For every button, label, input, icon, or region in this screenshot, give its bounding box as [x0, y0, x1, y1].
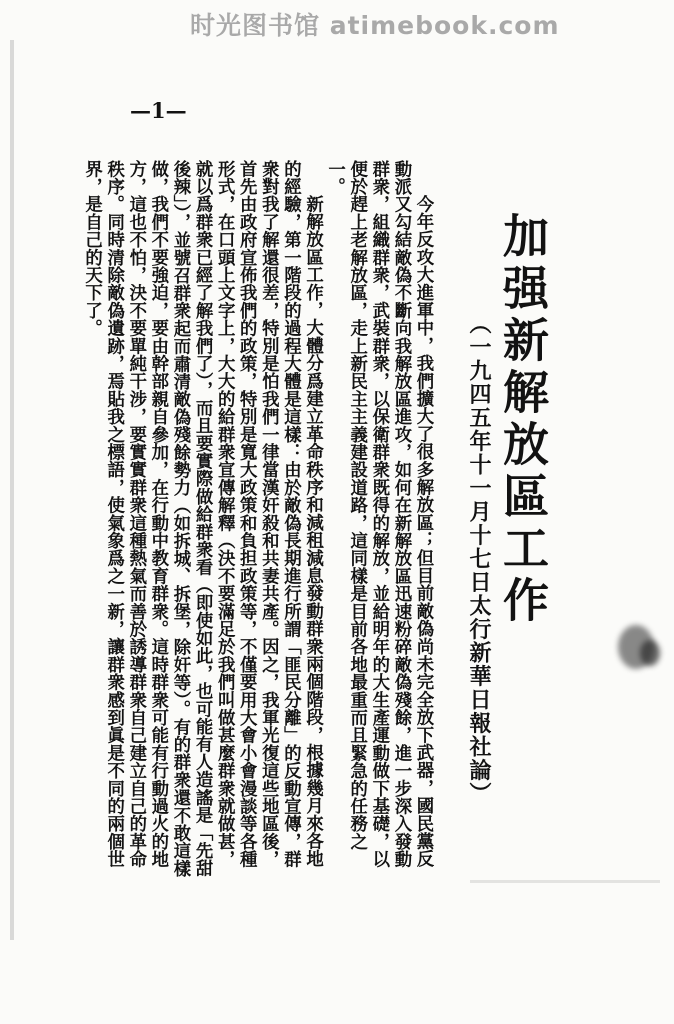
watermark: 时光图书馆 atimebook.com [190, 11, 560, 40]
body-paragraph: 新解放區工作，大體分爲建立革命秩序和減租減息發動群衆兩個階段，根據幾月來各地的經驗，第一階段的過程大體是這樣：由於敵偽長期進行所謂「匪民分離」的反動宣傳，群衆對我了解還很差，特別是怕我們一律當漢奸殺和共妻共產。因之，我軍光復這些地區後，首先由政府宣佈我們的政策，特別是寬大政策和負担政策等，不僅要用大會小會漫談等各種形式，在口頭上文字上，大大的給群衆宣傳解釋（決不要滿足於我們叫做甚麼群衆就做甚，就以爲群衆已經了解我們了），而且要實際做給群衆看（即使如此，也可能有人造謠是「先甜後辣」），並號召群衆起而肅清敵偽殘餘勢力（如拆城、拆堡，除奸等）。有的群衆還不敢這樣做，我們不要強迫，要由幹部親自參加，在行動中教育群衆。這時群衆可能有行動過火的地方，這也不怕，決不要單純干涉，要實實群衆這種熱氣而善於誘導群衆自己建立自己的革命秩序。同時清除敵偽遺跡，焉貼我之標語，使氣象爲之一新，讓群衆感到眞是不同的兩個世界，是自己的天下了。 [81, 160, 323, 878]
scan-edge-shadow [10, 40, 14, 940]
body-paragraph: 今年反攻大進軍中，我們擴大了很多解放區；但目前敵偽尚未完全放下武器，國民黨反動派又勾結敵偽不斷向我解放區進攻，如何在新解放區迅速粉碎敵偽殘餘，進一步深入發動群衆，組織群衆，武裝群衆，以保衛群衆既得的解放，並給明年的大生產運動做下基礎，以便於趕上老解放區，走上新民主主義建設道路，這同樣是目前各地最重而且緊急的任務之一。 [324, 160, 433, 868]
page-number: —1— [130, 98, 187, 123]
scan-edge-shadow [470, 880, 660, 883]
article-subtitle: （一九四五年十一月十七日太行新華日報社論） [466, 312, 492, 806]
article-title: 加强新解放區工作 [496, 212, 550, 628]
article-body [81, 160, 434, 880]
scan-smudge [640, 640, 660, 666]
